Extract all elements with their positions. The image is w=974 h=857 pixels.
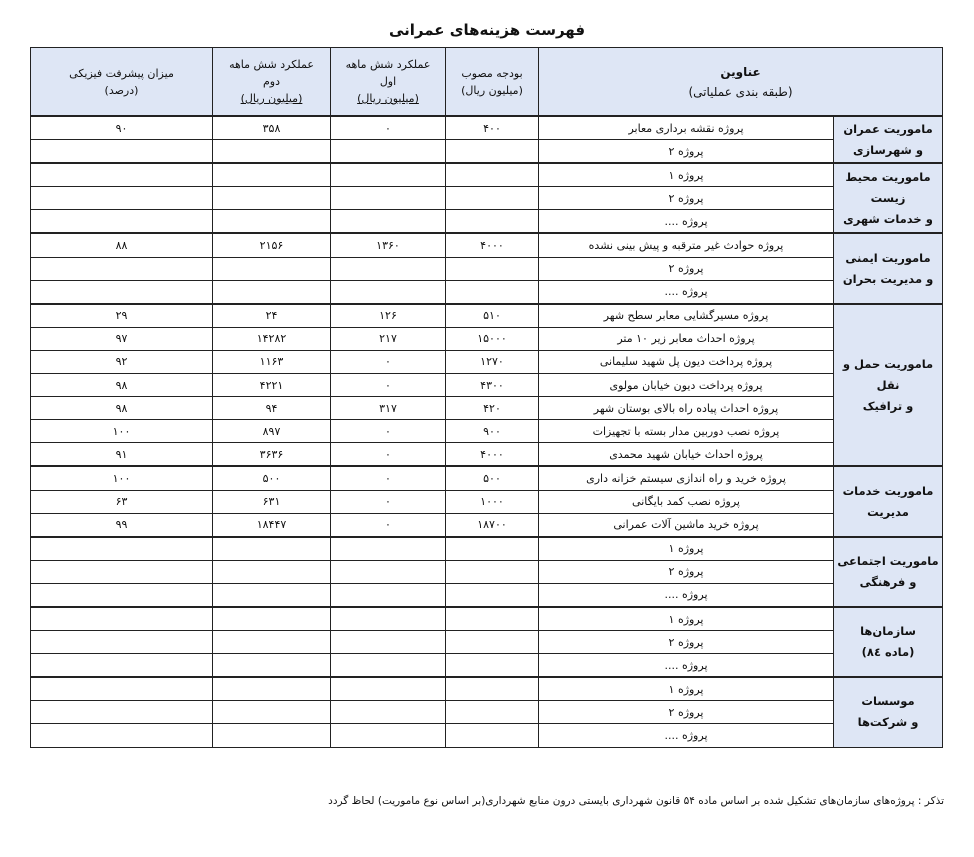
progress-cell <box>31 677 213 701</box>
second-half-cell <box>213 631 331 654</box>
second-half-cell <box>213 210 331 234</box>
table-row <box>31 304 943 328</box>
progress-cell: ۹۲ <box>31 350 213 373</box>
progress-cell <box>31 187 213 210</box>
progress-cell <box>31 560 213 583</box>
second-half-cell <box>213 724 331 747</box>
budget-cell <box>446 631 539 654</box>
first-half-cell <box>331 537 446 561</box>
first-half-cell: ۱۲۶ <box>331 304 446 328</box>
progress-cell <box>31 607 213 631</box>
table-row <box>31 350 943 373</box>
project-cell: پروژه نصب کمد بایگانی <box>539 490 834 513</box>
budget-cell <box>446 583 539 607</box>
table-row <box>31 513 943 537</box>
progress-cell: ۹۹ <box>31 513 213 537</box>
progress-cell: ۱۰۰ <box>31 420 213 443</box>
progress-cell <box>31 631 213 654</box>
second-half-cell: ۱۱۶۳ <box>213 350 331 373</box>
project-cell: پروژه ۲ <box>539 701 834 724</box>
progress-cell <box>31 583 213 607</box>
second-half-cell <box>213 701 331 724</box>
progress-cell <box>31 701 213 724</box>
first-half-cell: ۰ <box>331 513 446 537</box>
table-row <box>31 116 943 140</box>
category-cell: ماموریت عمران و شهرسازی <box>834 116 943 163</box>
project-cell: پروژه .... <box>539 583 834 607</box>
header-first-half: عملکرد شش ماهه اول (میلیون ریال) <box>331 48 446 117</box>
project-cell: پروژه ۱ <box>539 163 834 187</box>
category-cell: ماموریت خدمات مدیریت <box>834 466 943 536</box>
table-row <box>31 140 943 164</box>
header-second-half: عملکرد شش ماهه دوم (میلیون ریال) <box>213 48 331 117</box>
table-row <box>31 374 943 397</box>
budget-cell <box>446 187 539 210</box>
project-cell: پروژه مسیرگشایی معابر سطح شهر <box>539 304 834 328</box>
second-half-cell <box>213 560 331 583</box>
second-half-cell: ۱۸۴۴۷ <box>213 513 331 537</box>
project-cell: پروژه خرید ماشین آلات عمرانی <box>539 513 834 537</box>
budget-cell: ۴۳۰۰ <box>446 374 539 397</box>
budget-cell <box>446 677 539 701</box>
first-half-cell <box>331 187 446 210</box>
budget-cell: ۴۰۰۰ <box>446 443 539 467</box>
table-body <box>31 116 943 747</box>
first-half-cell <box>331 140 446 164</box>
second-half-cell <box>213 677 331 701</box>
budget-cell: ۴۰۰ <box>446 116 539 140</box>
progress-cell: ۹۰ <box>31 116 213 140</box>
progress-cell: ۹۱ <box>31 443 213 467</box>
budget-cell: ۱۵۰۰۰ <box>446 327 539 350</box>
budget-cell <box>446 163 539 187</box>
first-half-cell <box>331 257 446 280</box>
budget-cell <box>446 654 539 678</box>
project-cell: پروژه حوادث غیر مترقبه و پیش بینی نشده <box>539 233 834 257</box>
second-half-cell <box>213 187 331 210</box>
first-half-cell <box>331 654 446 678</box>
project-cell: پروژه نصب دوربین مدار بسته با تجهیزات <box>539 420 834 443</box>
header-progress: میزان پیشرفت فیزیکی (درصد) <box>31 48 213 117</box>
progress-cell: ۶۳ <box>31 490 213 513</box>
second-half-cell: ۹۴ <box>213 397 331 420</box>
table-row <box>31 607 943 631</box>
table-row <box>31 327 943 350</box>
second-half-cell: ۸۹۷ <box>213 420 331 443</box>
second-half-cell: ۶۳۱ <box>213 490 331 513</box>
budget-cell <box>446 560 539 583</box>
project-cell: پروژه احداث خیابان شهید محمدی <box>539 443 834 467</box>
project-cell: پروژه احداث پیاده راه بالای بوستان شهر <box>539 397 834 420</box>
table-row <box>31 654 943 678</box>
first-half-cell <box>331 701 446 724</box>
first-half-cell: ۰ <box>331 116 446 140</box>
project-cell: پروژه ۲ <box>539 187 834 210</box>
table-row <box>31 257 943 280</box>
budget-cell: ۱۸۷۰۰ <box>446 513 539 537</box>
second-half-cell <box>213 654 331 678</box>
project-cell: پروژه نقشه برداری معابر <box>539 116 834 140</box>
second-half-cell: ۴۲۲۱ <box>213 374 331 397</box>
first-half-cell <box>331 560 446 583</box>
category-cell: موسسات و شرکت‌ها <box>834 677 943 747</box>
progress-cell: ۹۸ <box>31 374 213 397</box>
first-half-cell <box>331 607 446 631</box>
table-row <box>31 187 943 210</box>
project-cell: پروژه ۲ <box>539 631 834 654</box>
first-half-cell <box>331 280 446 304</box>
project-cell: پروژه ۲ <box>539 560 834 583</box>
table-row <box>31 724 943 747</box>
project-cell: پروژه .... <box>539 280 834 304</box>
second-half-cell: ۲۱۵۶ <box>213 233 331 257</box>
second-half-cell: ۵۰۰ <box>213 466 331 490</box>
progress-cell: ۸۸ <box>31 233 213 257</box>
first-half-cell: ۲۱۷ <box>331 327 446 350</box>
progress-cell <box>31 140 213 164</box>
second-half-cell: ۱۴۲۸۲ <box>213 327 331 350</box>
project-cell: پروژه پرداخت دیون خیابان مولوی <box>539 374 834 397</box>
category-cell: ماموریت محیط زیست و خدمات شهری <box>834 163 943 233</box>
page-title: فهرست هزینه‌های عمرانی <box>388 21 586 39</box>
first-half-cell: ۰ <box>331 443 446 467</box>
first-half-cell: ۰ <box>331 466 446 490</box>
budget-cell <box>446 210 539 234</box>
table-row <box>31 163 943 187</box>
table-row <box>31 420 943 443</box>
progress-cell: ۱۰۰ <box>31 466 213 490</box>
second-half-cell <box>213 140 331 164</box>
table-row <box>31 583 943 607</box>
first-half-cell: ۳۱۷ <box>331 397 446 420</box>
project-cell: پروژه ۱ <box>539 537 834 561</box>
table-row <box>31 280 943 304</box>
budget-cell <box>446 607 539 631</box>
first-half-cell <box>331 583 446 607</box>
expense-table <box>30 47 943 748</box>
table-row <box>31 560 943 583</box>
first-half-cell: ۰ <box>331 490 446 513</box>
table-row <box>31 490 943 513</box>
first-half-cell: ۰ <box>331 350 446 373</box>
progress-cell <box>31 654 213 678</box>
table-row <box>31 397 943 420</box>
second-half-cell <box>213 280 331 304</box>
first-half-cell <box>331 677 446 701</box>
category-cell: سازمان‌ها (ماده ٨٤) <box>834 607 943 677</box>
category-cell: ماموریت ایمنی و مدیریت بحران <box>834 233 943 303</box>
budget-cell <box>446 537 539 561</box>
header-budget: بودجه مصوب (میلیون ریال) <box>446 48 539 117</box>
first-half-cell <box>331 631 446 654</box>
second-half-cell <box>213 607 331 631</box>
budget-cell: ۴۲۰ <box>446 397 539 420</box>
second-half-cell <box>213 163 331 187</box>
budget-cell <box>446 140 539 164</box>
table-row <box>31 701 943 724</box>
second-half-cell <box>213 583 331 607</box>
progress-cell <box>31 257 213 280</box>
progress-cell <box>31 724 213 747</box>
second-half-cell <box>213 257 331 280</box>
progress-cell <box>31 163 213 187</box>
budget-cell <box>446 724 539 747</box>
progress-cell: ۲۹ <box>31 304 213 328</box>
project-cell: پروژه .... <box>539 654 834 678</box>
project-cell: پروژه .... <box>539 724 834 747</box>
progress-cell: ۹۷ <box>31 327 213 350</box>
table-row <box>31 631 943 654</box>
project-cell: پروژه احداث معابر زیر ۱۰ متر <box>539 327 834 350</box>
second-half-cell <box>213 537 331 561</box>
budget-cell <box>446 280 539 304</box>
header-row <box>31 48 943 117</box>
project-cell: پروژه ۱ <box>539 607 834 631</box>
progress-cell <box>31 280 213 304</box>
budget-cell <box>446 257 539 280</box>
first-half-cell: ۱۳۶۰ <box>331 233 446 257</box>
project-cell: پروژه .... <box>539 210 834 234</box>
table-row <box>31 677 943 701</box>
progress-cell <box>31 537 213 561</box>
project-cell: پروژه خرید و راه اندازی سیستم خزانه داری <box>539 466 834 490</box>
project-cell: پروژه ۱ <box>539 677 834 701</box>
second-half-cell: ۲۴ <box>213 304 331 328</box>
first-half-cell: ۰ <box>331 420 446 443</box>
first-half-cell: ۰ <box>331 374 446 397</box>
budget-cell: ۹۰۰ <box>446 420 539 443</box>
category-cell: ماموریت حمل و نقل و ترافیک <box>834 304 943 467</box>
first-half-cell <box>331 724 446 747</box>
table-row <box>31 466 943 490</box>
table-row <box>31 537 943 561</box>
project-cell: پروژه پرداخت دیون پل شهید سلیمانی <box>539 350 834 373</box>
footnote: تذکر : پروژه‌های سازمان‌های تشکیل شده بر اساس ماده ۵۴ قانون شهرداری بایستی درون منابع شهرداری(بر اساس نوع ماموریت) لحاظ گردد <box>328 795 944 807</box>
table-row <box>31 443 943 467</box>
first-half-cell <box>331 163 446 187</box>
second-half-cell: ۳۵۸ <box>213 116 331 140</box>
budget-cell: ۵۱۰ <box>446 304 539 328</box>
budget-cell: ۴۰۰۰ <box>446 233 539 257</box>
header-titles: عناوین (طبقه بندی عملیاتی) <box>539 48 943 117</box>
table-row <box>31 210 943 234</box>
second-half-cell: ۳۶۳۶ <box>213 443 331 467</box>
budget-cell: ۵۰۰ <box>446 466 539 490</box>
budget-cell: ۱۲۷۰ <box>446 350 539 373</box>
project-cell: پروژه ۲ <box>539 140 834 164</box>
category-cell: ماموریت اجتماعی و فرهنگی <box>834 537 943 607</box>
progress-cell <box>31 210 213 234</box>
progress-cell: ۹۸ <box>31 397 213 420</box>
budget-cell <box>446 701 539 724</box>
budget-cell: ۱۰۰۰ <box>446 490 539 513</box>
table-row <box>31 233 943 257</box>
first-half-cell <box>331 210 446 234</box>
project-cell: پروژه ۲ <box>539 257 834 280</box>
